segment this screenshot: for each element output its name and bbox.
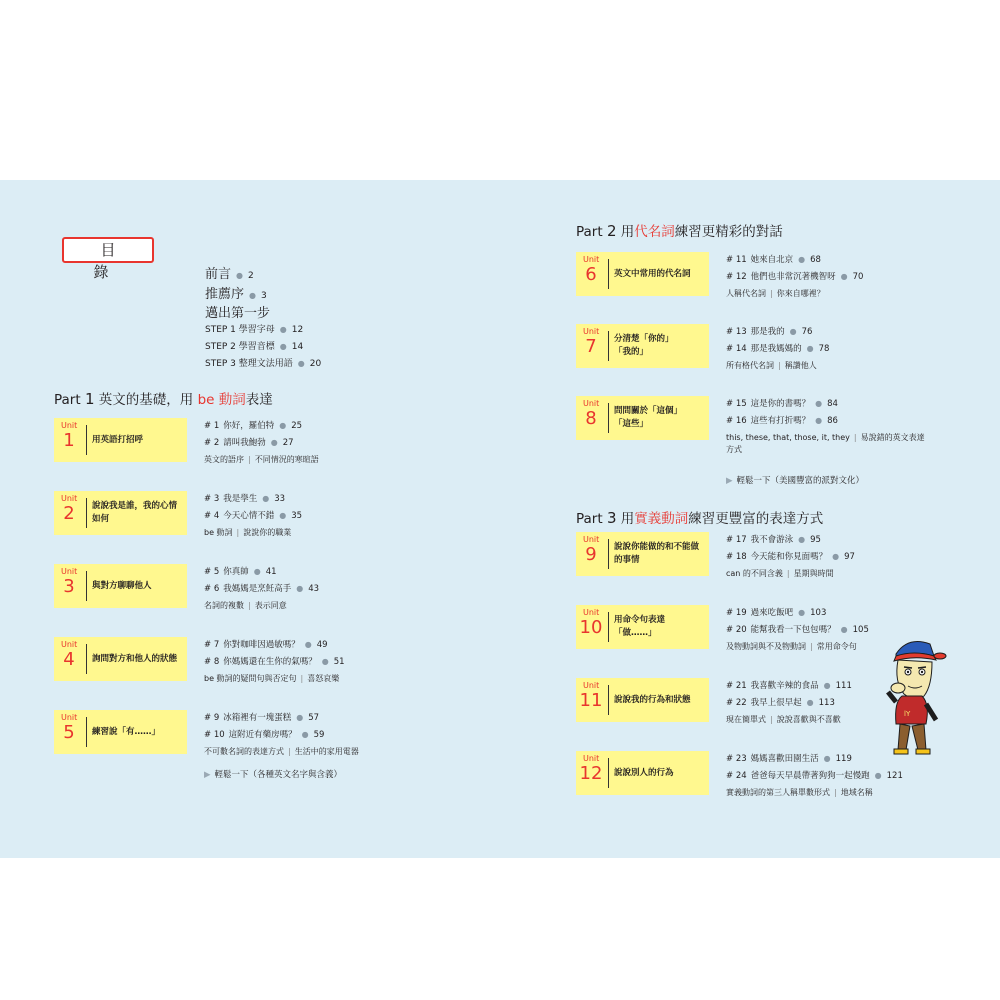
lesson-number: # 15	[726, 399, 747, 409]
lesson-entry	[726, 254, 821, 266]
unit-number: 1	[63, 430, 75, 451]
part-heading: Part 1 英文的基礎，用 be 動詞表達	[54, 390, 273, 408]
unit-title: 詢問對方和他人的狀態	[92, 653, 178, 664]
lesson-title: 今天能和你見面嗎？	[750, 552, 828, 562]
unit-title: 與對方聊聊他人	[92, 580, 152, 591]
lesson-entry	[726, 624, 869, 636]
lesson-number: # 23	[726, 754, 747, 764]
lesson-title: 能幫我看一下包包嗎？	[750, 625, 836, 635]
lesson-number: # 8	[204, 657, 220, 667]
unit-box	[576, 605, 709, 649]
bullet-dot-icon: ●	[815, 416, 823, 425]
summary-topic: 表示同意	[254, 601, 287, 610]
unit-box	[576, 324, 709, 368]
unit-divider	[86, 425, 87, 455]
unit-box	[54, 710, 187, 754]
lesson-title: 你對咖啡因過敏嗎？	[223, 640, 300, 650]
summary-topic: 喜怒哀樂	[307, 674, 340, 683]
lesson-title: 你真帥	[223, 567, 249, 577]
summary-topic: 稱讚他人	[784, 361, 817, 370]
lesson-entry	[726, 343, 829, 355]
separator: |	[770, 289, 773, 298]
lesson-page: 119	[835, 754, 852, 764]
part-heading: Part 2 用代名詞練習更精彩的對話	[576, 222, 783, 240]
cartoon-man-illustration	[878, 632, 950, 757]
unit-label: Unit	[61, 713, 78, 722]
unit-divider	[86, 498, 87, 528]
lesson-entry	[204, 566, 277, 578]
unit-summary	[726, 714, 841, 726]
lesson-number: # 2	[204, 438, 220, 448]
bullet-dot-icon: ●	[840, 272, 848, 281]
unit-title: 說說你能做的和不能做 的事情	[614, 542, 700, 565]
unit-divider	[608, 259, 609, 289]
unit-number: 3	[63, 576, 75, 597]
lesson-title: 我喜歡辛辣的食品	[750, 681, 819, 691]
lesson-number: # 21	[726, 681, 747, 691]
lesson-title: 你好，羅伯特	[223, 421, 275, 431]
lesson-number: # 1	[204, 421, 220, 431]
unit-box	[576, 396, 709, 440]
summary-topic: 現在簡單式	[726, 715, 766, 724]
lesson-page: 103	[810, 608, 827, 618]
lesson-number: # 10	[204, 730, 225, 740]
bullet-dot-icon: ●	[296, 584, 304, 593]
bullet-dot-icon: ●	[296, 713, 304, 722]
summary-topic: 所有格代名詞	[726, 361, 774, 370]
unit-number: 5	[63, 722, 75, 743]
lesson-number: # 22	[726, 698, 747, 708]
separator: |	[770, 715, 773, 724]
unit-summary	[726, 288, 825, 300]
relax-break: ▶ 輕鬆一下（各種英文名字與含義）	[204, 770, 343, 780]
front-item: STEP 2 學習音標 ● 14	[205, 342, 304, 352]
bullet-dot-icon: ●	[806, 698, 814, 707]
lesson-page: 78	[818, 344, 830, 354]
lesson-entry	[204, 493, 285, 505]
unit-number: 7	[585, 336, 597, 357]
unit-summary	[204, 454, 319, 466]
lesson-title: 我不會游泳	[750, 535, 794, 545]
bullet-dot-icon: ●	[874, 771, 882, 780]
lesson-page: 25	[291, 421, 303, 431]
unit-summary	[726, 432, 925, 456]
unit-title: 用英語打招呼	[92, 434, 144, 445]
summary-topic: 易說錯的英文表達 方式	[726, 433, 925, 454]
lesson-number: # 6	[204, 584, 220, 594]
lesson-entry	[726, 271, 863, 283]
unit-summary	[204, 673, 339, 685]
unit-box	[576, 252, 709, 296]
unit-divider	[608, 612, 609, 642]
lesson-page: 84	[827, 399, 838, 409]
lesson-number: # 14	[726, 344, 747, 354]
separator: |	[834, 788, 837, 797]
summary-topic: 你來自哪裡？	[776, 289, 825, 298]
unit-box	[576, 678, 709, 722]
summary-topic: 地域名稱	[840, 788, 873, 797]
unit-title: 說說我是誰，我的心情 如何	[92, 501, 178, 524]
unit-label: Unit	[583, 255, 600, 264]
unit-number: 12	[579, 763, 603, 784]
unit-divider	[86, 644, 87, 674]
lesson-entry	[204, 420, 302, 432]
unit-number: 10	[579, 617, 603, 638]
unit-divider	[608, 758, 609, 788]
lesson-page: 70	[852, 272, 864, 282]
bullet-dot-icon: ●	[279, 511, 287, 520]
relax-break: ▶ 輕鬆一下（美國豐富的派對文化）	[726, 476, 865, 486]
separator: |	[810, 642, 813, 651]
lesson-page: 43	[308, 584, 320, 594]
bullet-dot-icon: ●	[798, 608, 806, 617]
separator: |	[300, 674, 304, 683]
lesson-entry	[726, 753, 852, 765]
lesson-title: 今天心情不錯	[223, 511, 275, 521]
lesson-entry	[726, 326, 812, 338]
lesson-title: 你媽媽還在生你的氣嗎？	[223, 657, 317, 667]
lesson-entry	[726, 415, 838, 427]
lesson-page: 121	[886, 771, 903, 781]
lesson-page: 59	[313, 730, 325, 740]
unit-label: Unit	[583, 327, 600, 336]
lesson-number: # 18	[726, 552, 747, 562]
lesson-entry	[726, 607, 826, 619]
lesson-title: 那是我媽媽的	[750, 344, 802, 354]
bullet-dot-icon: ●	[823, 681, 831, 690]
summary-topic: 不同情況的寒暄語	[254, 455, 319, 464]
bullet-dot-icon: ●	[798, 535, 806, 544]
unit-title: 練習說「有……」	[92, 726, 161, 737]
unit-label: Unit	[583, 535, 600, 544]
unit-divider	[608, 403, 609, 433]
lesson-title: 這附近有藥房嗎？	[228, 730, 297, 740]
unit-summary	[204, 600, 287, 612]
unit-label: Unit	[61, 421, 78, 430]
unit-title: 問問關於「這個」 「這些」	[614, 406, 683, 429]
front-item: STEP 1 學習字母 ● 12	[205, 325, 304, 335]
unit-box	[576, 532, 709, 576]
unit-number: 4	[63, 649, 75, 670]
lesson-entry	[204, 583, 319, 595]
summary-topic: can 的不同含義	[726, 569, 783, 578]
separator: |	[248, 455, 251, 464]
unit-label: Unit	[61, 567, 78, 576]
bullet-dot-icon: ●	[262, 494, 270, 503]
bullet-dot-icon: ●	[253, 567, 261, 576]
lesson-page: 95	[810, 535, 821, 545]
summary-topic: 人稱代名詞	[726, 289, 766, 298]
lesson-number: # 13	[726, 327, 747, 337]
lesson-number: # 16	[726, 416, 747, 426]
bullet-dot-icon: ●	[301, 730, 309, 739]
lesson-page: 113	[818, 698, 835, 708]
separator: |	[778, 361, 781, 370]
unit-box	[54, 637, 187, 681]
lesson-entry	[204, 510, 302, 522]
lesson-number: # 9	[204, 713, 220, 723]
separator: |	[853, 433, 857, 442]
lesson-page: 97	[844, 552, 855, 562]
unit-title: 說說別人的行為	[614, 767, 674, 778]
unit-title: 用命令句表達 「做……」	[614, 615, 666, 638]
summary-topic: be 動詞	[204, 528, 233, 537]
lesson-page: 49	[316, 640, 328, 650]
part-heading: Part 3 用實義動詞練習更豐富的表達方式	[576, 509, 824, 527]
front-item: STEP 3 整理文法用語 ● 20	[205, 359, 322, 369]
unit-box	[54, 418, 187, 462]
bullet-dot-icon: ●	[815, 399, 823, 408]
unit-summary	[204, 527, 291, 539]
unit-number: 6	[585, 264, 597, 285]
separator: |	[248, 601, 251, 610]
unit-number: 9	[585, 544, 597, 565]
unit-label: Unit	[583, 399, 600, 408]
lesson-page: 57	[308, 713, 320, 723]
separator: |	[786, 569, 790, 578]
lesson-entry	[204, 437, 294, 449]
summary-topic: 說說你的職業	[243, 528, 292, 537]
lesson-page: 105	[852, 625, 869, 635]
unit-summary	[726, 360, 817, 372]
lesson-page: 33	[274, 494, 286, 504]
unit-box	[576, 751, 709, 795]
lesson-page: 35	[291, 511, 303, 521]
lesson-title: 他們也非常沉著機智呀	[750, 272, 836, 282]
lesson-page: 68	[810, 255, 821, 265]
toc-title: 目 錄	[62, 237, 154, 263]
unit-title: 英文中常用的代名詞	[614, 268, 691, 279]
unit-summary	[726, 787, 873, 799]
summary-topic: 說說喜歡與不喜歡	[776, 715, 841, 724]
unit-divider	[608, 331, 609, 361]
lesson-title: 冰箱裡有一塊蛋糕	[223, 713, 292, 723]
bullet-dot-icon: ●	[806, 344, 814, 353]
summary-topic: 英文的語序	[204, 455, 244, 464]
unit-label: Unit	[61, 494, 78, 503]
bullet-dot-icon: ●	[823, 754, 831, 763]
bullet-dot-icon: ●	[840, 625, 848, 634]
lesson-entry	[204, 712, 319, 724]
lesson-entry	[726, 770, 903, 782]
unit-box	[54, 564, 187, 608]
lesson-number: # 3	[204, 494, 220, 504]
summary-topic: 不可數名詞的表達方式	[204, 747, 284, 756]
bullet-dot-icon: ●	[270, 438, 278, 447]
unit-label: Unit	[583, 608, 600, 617]
unit-summary	[204, 746, 359, 758]
svg-text:lY: lY	[904, 710, 911, 718]
front-item: 邁出第一步	[205, 306, 271, 321]
lesson-title: 爸爸每天早晨帶著狗狗一起慢跑	[750, 771, 870, 781]
lesson-number: # 5	[204, 567, 220, 577]
lesson-page: 111	[835, 681, 852, 691]
lesson-title: 請叫我鮑勃	[223, 438, 266, 448]
bullet-dot-icon: ●	[321, 657, 329, 666]
lesson-entry	[204, 729, 324, 741]
lesson-title: 我媽媽是烹飪高手	[223, 584, 292, 594]
bullet-dot-icon: ●	[279, 421, 287, 430]
lesson-entry	[726, 697, 835, 709]
bullet-dot-icon: ●	[832, 552, 840, 561]
unit-number: 8	[585, 408, 597, 429]
unit-box	[54, 491, 187, 535]
summary-topic: this, these, that, those, it, they	[726, 433, 850, 442]
lesson-entry	[726, 551, 855, 563]
lesson-title: 我是學生	[223, 494, 258, 504]
unit-divider	[86, 571, 87, 601]
lesson-page: 51	[333, 657, 345, 667]
unit-number: 2	[63, 503, 75, 524]
summary-topic: 常用命令句	[816, 642, 857, 651]
lesson-title: 媽媽喜歡田園生活	[750, 754, 819, 764]
unit-summary	[726, 568, 834, 580]
lesson-title: 那是我的	[750, 327, 785, 337]
lesson-number: # 19	[726, 608, 747, 618]
bullet-dot-icon: ●	[798, 255, 806, 264]
unit-label: Unit	[583, 754, 600, 763]
summary-topic: 星期與時間	[793, 569, 834, 578]
lesson-title: 我早上很早起	[750, 698, 802, 708]
unit-number: 11	[579, 690, 603, 711]
separator: |	[236, 528, 240, 537]
summary-topic: 生活中的家用電器	[294, 747, 359, 756]
lesson-number: # 12	[726, 272, 747, 282]
lesson-entry	[726, 534, 821, 546]
lesson-page: 27	[282, 438, 294, 448]
lesson-number: # 20	[726, 625, 747, 635]
unit-title: 說說我的行為和狀態	[614, 694, 691, 705]
unit-label: Unit	[583, 681, 600, 690]
lesson-number: # 11	[726, 255, 747, 265]
unit-title: 分清楚「你的」 「我的」	[614, 334, 674, 357]
separator: |	[288, 747, 291, 756]
summary-topic: be 動詞的疑問句與否定句	[204, 674, 297, 683]
lesson-title: 這是你的書嗎？	[750, 399, 811, 409]
unit-divider	[608, 685, 609, 715]
lesson-number: # 24	[726, 771, 747, 781]
lesson-title: 這些有打折嗎？	[750, 416, 811, 426]
lesson-number: # 17	[726, 535, 747, 545]
lesson-page: 76	[801, 327, 813, 337]
unit-divider	[86, 717, 87, 747]
unit-divider	[608, 539, 609, 569]
lesson-entry	[726, 398, 838, 410]
front-item: 推薦序 ● 3	[205, 287, 267, 302]
summary-topic: 及物動詞與不及物動詞	[726, 642, 806, 651]
summary-topic: 實義動詞的第三人稱單數形式	[726, 788, 830, 797]
unit-label: Unit	[61, 640, 78, 649]
lesson-number: # 4	[204, 511, 220, 521]
lesson-entry	[204, 656, 345, 668]
lesson-page: 86	[827, 416, 838, 426]
front-item: 前言 ● 2	[205, 267, 254, 282]
bullet-dot-icon: ●	[304, 640, 312, 649]
unit-summary	[726, 641, 857, 653]
bullet-dot-icon: ●	[789, 327, 797, 336]
lesson-title: 她來自北京	[750, 255, 794, 265]
lesson-number: # 7	[204, 640, 220, 650]
lesson-title: 過來吃飯吧	[750, 608, 794, 618]
summary-topic: 名詞的複數	[204, 601, 244, 610]
lesson-entry	[204, 639, 328, 651]
lesson-page: 41	[265, 567, 277, 577]
lesson-entry	[726, 680, 852, 692]
